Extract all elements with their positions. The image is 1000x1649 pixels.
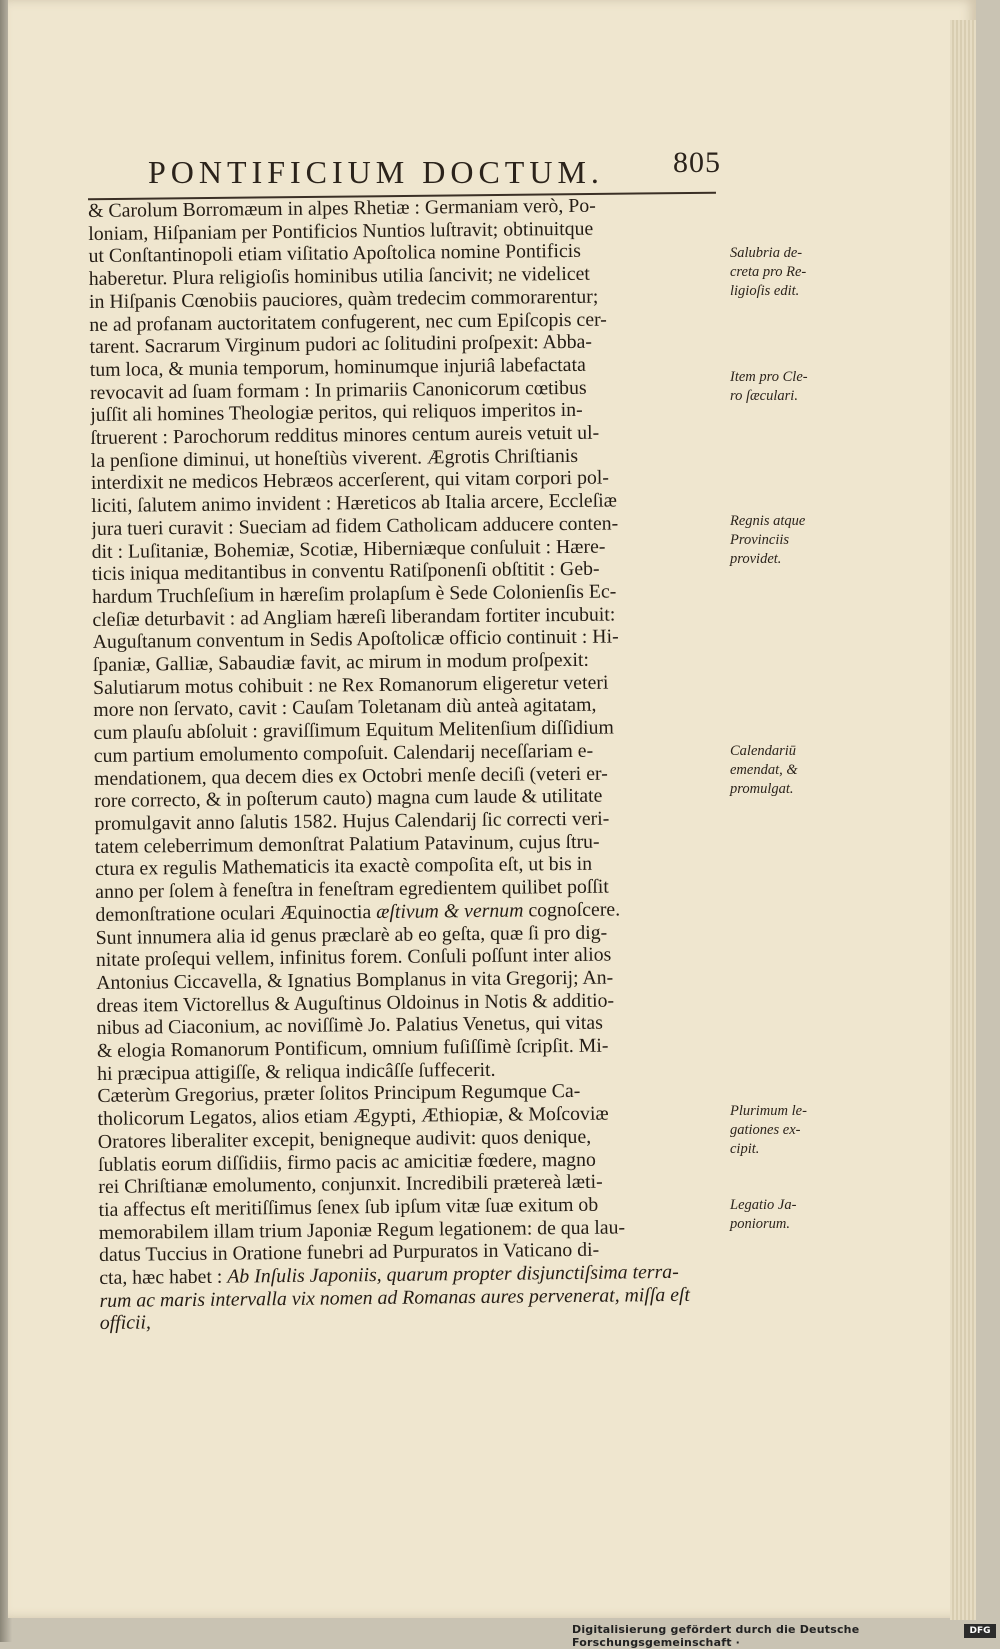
italic-text: æſtivum & vernum (376, 899, 524, 923)
text-line: ctura ex regulis Mathematicis ita exactè compoſita eſt, ut bis in (94, 853, 593, 881)
text-line: datus Tuccius in Oratione funebri ad Purpuratos in Vaticano di- (98, 1239, 600, 1267)
page-number: 805 (673, 146, 721, 179)
text-line: tia affectus eſt meritiſſimus ſenex ſub ipſum vitæ ſuæ exitum ob (98, 1193, 599, 1221)
italic-text: officii, (99, 1311, 151, 1335)
text-line: rei Chriſtianæ emolumento, conjunxit. Incredibili prætereà læti- (98, 1170, 603, 1199)
margin-note-1 (730, 244, 825, 301)
text-line: Antonius Ciccavella, & Ignatius Bomplanus in vita Gregorij; An- (96, 966, 614, 994)
margin-note-line: ro ſæculari. (730, 388, 798, 404)
text-line: tum loca, & munia temporum, hominumque injuriâ labefactata (89, 353, 586, 381)
text-line: Cæterùm Gregorius, præter ſolitos Principum Regumque Ca- (97, 1080, 581, 1108)
body-text (88, 193, 732, 1335)
text-line: Sunt innumera alia id genus præclarè ab eo geſta, quæ ſi pro dig- (95, 921, 608, 949)
text-line: la penſione diminui, ut honeſtiùs viverent. Ægrotis Chriſtianis (90, 444, 579, 472)
running-head (148, 146, 748, 196)
text-line: ſublatis eorum diſſidiis, firmo pacis ac amicitiæ fœdere, magno (97, 1148, 596, 1176)
margin-note-line: Legatio Ja- (730, 1197, 797, 1213)
italic-text: Ab Inſulis Japoniis, quarum propter disjunctiſsima terra- (227, 1260, 679, 1288)
text-line: cta, hæc habet : Ab Inſulis Japoniis, quarum propter disjunctiſsima terra- (99, 1260, 679, 1289)
text-line: tarent. Sacrarum Virginum pudori ac ſolitudini proſpexit: Abba- (89, 330, 593, 359)
margin-note-line: Salubria de- (730, 245, 803, 261)
text-line: haberetur. Plura religioſis hominibus utilia ſancivit; ne videlicet (88, 262, 590, 291)
margin-note-line: promulgat. (730, 781, 794, 797)
dfg-logo: DFG (964, 1624, 996, 1638)
text-line: ticis iniqua meditantibus in conventu Ratiſponenſi obſtitit : Geb- (91, 557, 600, 586)
text-line: nibus ad Ciaconium, ac noviſſimè Jo. Palatius Venetus, qui vitas (96, 1011, 603, 1040)
text-line: Auguſtanum conventum in Sedis Apoſtolicæ officio continuit : Hi- (92, 625, 619, 654)
text-line: Oratores liberaliter excepit, benigneque audivit: quos denique, (97, 1125, 592, 1153)
text-line: hi præcipua attigiſſe, & reliqua indicâſſe ſuffecerit. (97, 1058, 496, 1085)
italic-text: rum ac maris intervalla vix nomen ad Romanas aures pervenerat, miſſa eſt (99, 1283, 691, 1312)
text-line: Salutiarum motus cohibuit : ne Rex Romanorum eligeretur veteri (92, 671, 609, 699)
margin-note-line: creta pro Re- (730, 264, 807, 280)
margin-note-3 (730, 512, 825, 569)
margin-note-line: Calendariū (730, 743, 797, 759)
margin-note-line: cipit. (730, 1141, 760, 1157)
margin-note-line: emendat, & (730, 762, 798, 778)
text-line: cum plauſu abſoluit : graviſſimum Equitum Melitenſium diſſidium (93, 716, 614, 745)
text-line: promulgavit anno ſalutis 1582. Hujus Calendarij ſic correcti veri- (94, 807, 610, 835)
text-line: tholicorum Legatos, alios etiam Ægypti, Æthiopiæ, & Moſcoviæ (97, 1102, 609, 1131)
text-line: tatem celeberrimum demonſtrat Palatium Patavinum, cujus ſtru- (94, 830, 600, 858)
text-line: rore correcto, & in poſterum cauto) magna cum laude & utilitate (94, 784, 603, 813)
margin-note-6 (730, 1196, 825, 1234)
margin-note-line: Item pro Cle- (730, 369, 808, 385)
text-line: demonſtratione oculari Æquinoctia æſtivum & vernum cognoſcere. (95, 898, 621, 926)
text-line: mendationem, qua decem dies ex Octobri menſe deciſi (veteri er- (93, 762, 608, 790)
margin-note-line: poniorum. (730, 1216, 791, 1232)
margin-note-2 (730, 368, 825, 406)
margin-note-line: Plurimum le- (730, 1103, 807, 1119)
text-line: cum partium emolumento compoſuit. Calendarij neceſſariam e- (93, 739, 594, 767)
text-line: memorabilem illam trium Japoniæ Regum legationem: de qua lau- (98, 1216, 626, 1244)
margin-note-line: gationes ex- (730, 1122, 801, 1138)
text-line: interdixit ne medicos Hebræos accerſerent, qui vitam corpori pol- (90, 466, 610, 495)
text-line: nitate proſequi vellem, infinitus forem. Conſuli poſſunt inter alios (95, 943, 612, 972)
page-stack-edge (950, 20, 976, 1620)
text-line: loniam, Hiſpaniam per Pontificios Nuntios luſtravit; obtinuitque (88, 217, 594, 245)
margin-note-5 (730, 1102, 825, 1159)
text-line: ne ad profanam auctoritatem confugerent, nec cum Epiſcopis cer- (89, 308, 607, 336)
text-line: juſſit ali homines Theologiæ peritos, qui reliquos imperitos in- (90, 399, 583, 427)
text-line: revocavit ad ſuam formam : In primariis Canonicorum cœtibus (89, 376, 587, 404)
text-line: jura tueri curavit : Sueciam ad fidem Catholicam adducere conten- (91, 512, 619, 540)
text-line: & Carolum Borromæum in alpes Rhetiæ : Germaniam verò, Po- (88, 194, 596, 222)
text-line: in Hiſpanis Cœnobiis pauciores, quàm tredecim commorarentur; (88, 285, 599, 313)
margin-note-line: providet. (730, 551, 782, 567)
text-line: dit : Luſitaniæ, Bohemiæ, Scotiæ, Hiberniæque conſuluit : Hære- (91, 535, 606, 563)
text-line: liciti, ſalutem animo invident : Hæreticos ab Italia arcere, Eccleſiæ (91, 489, 617, 518)
margin-note-line: ligioſis edit. (730, 283, 800, 299)
digitization-credit: Digitalisierung gefördert durch die Deutsche Forschungsgemeinschaft · (572, 1623, 860, 1649)
text-line: anno per ſolem à feneſtra in feneſtram egredientem quilibet poſſit (95, 875, 609, 904)
margin-note-4 (730, 742, 825, 799)
margin-note-line: Provinciis (730, 532, 790, 548)
text-line: cleſiæ deturbavit : ad Angliam hæreſi liberandam fortiter incubuit: (92, 603, 616, 631)
text-line: ſtruerent : Parochorum redditus minores centum aureis vetuit ul- (90, 421, 600, 450)
text-line: hardum Truchſeſium in hæreſim prolapſum è Sede Colonienſis Ec- (92, 580, 617, 608)
text-line: ut Conſtantinopoli etiam viſitatio Apoſtolica nomine Pontificis (88, 240, 581, 268)
margin-note-line: Regnis atque (730, 513, 806, 529)
text-line: & elogia Romanorum Pontificum, omnium fuſiſſimè ſcripſit. Mi- (96, 1034, 609, 1062)
text-line: dreas item Victorellus & Auguſtinus Oldoinus in Notis & additio- (96, 989, 615, 1017)
text-line: more non ſervato, cavit : Cauſam Toletanam diù anteà agitatam, (93, 694, 597, 722)
running-head-title: PONTIFICIUM DOCTUM. (148, 154, 604, 190)
text-line: ſpaniæ, Galliæ, Sabaudiæ favit, ac mirum in modum proſpexit: (92, 648, 590, 677)
